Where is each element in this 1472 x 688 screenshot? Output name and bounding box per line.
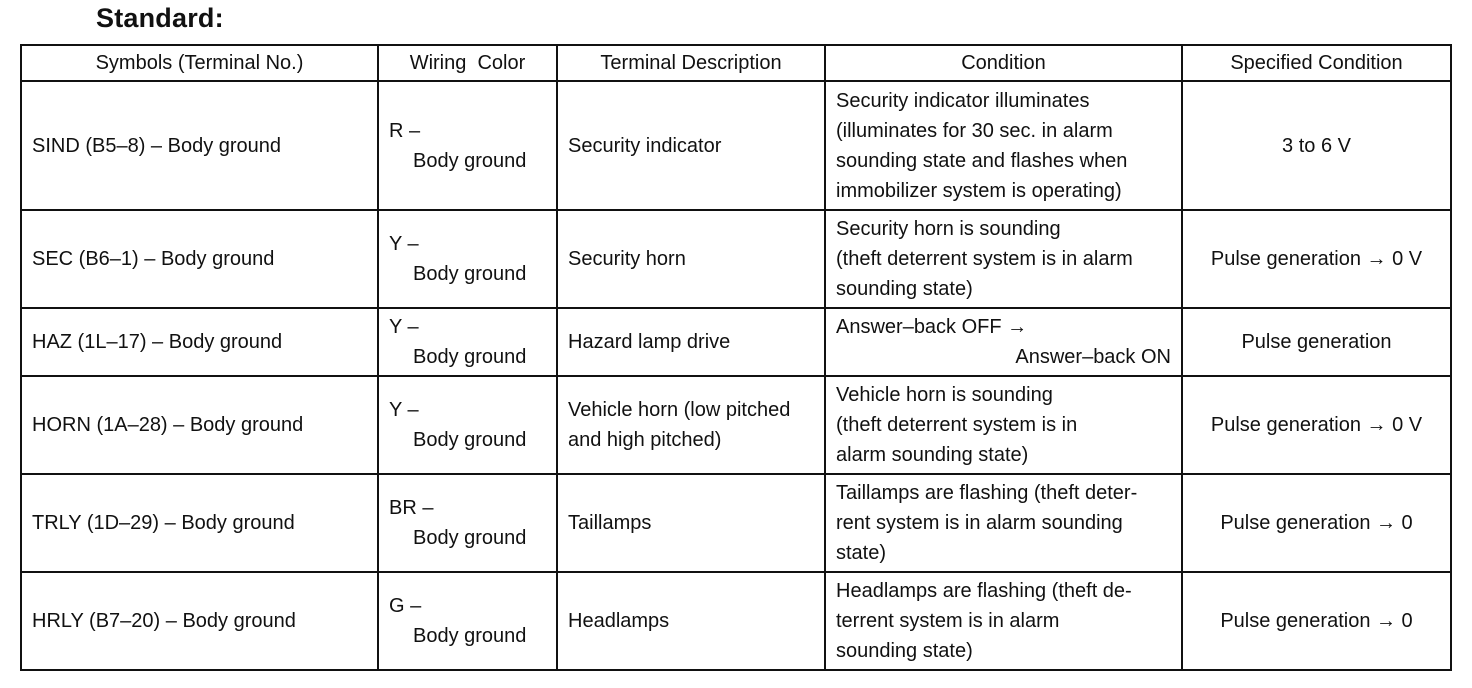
header-condition: Condition xyxy=(825,45,1182,81)
cell-symbol: HAZ (1L–17) – Body ground xyxy=(21,308,378,376)
cell-wiring-color xyxy=(378,81,557,210)
cell-symbol: SIND (B5–8) – Body ground xyxy=(21,81,378,210)
page-heading: Standard: xyxy=(96,3,224,33)
wire-ground: Body ground xyxy=(413,527,527,549)
table-header-row xyxy=(21,45,1451,81)
condition-line: Answer–back OFF → xyxy=(836,316,1028,338)
header-symbols: Symbols (Terminal No.) xyxy=(21,45,378,81)
condition-line: (theft deterrent system is in alarm xyxy=(836,248,1133,270)
wire-ground: Body ground xyxy=(413,429,527,451)
wire-color: Y – xyxy=(389,399,419,421)
cell-condition xyxy=(825,308,1182,376)
description-line: Security horn xyxy=(568,248,686,270)
header-terminal-description: Terminal Description xyxy=(557,45,825,81)
cell-symbol: HRLY (B7–20) – Body ground xyxy=(21,572,378,670)
condition-line: Vehicle horn is sounding xyxy=(836,384,1053,406)
cell-condition xyxy=(825,474,1182,572)
description-line: Hazard lamp drive xyxy=(568,331,731,353)
description-line: Security indicator xyxy=(568,134,722,157)
wire-color: R – xyxy=(389,119,421,142)
condition-line: state) xyxy=(836,542,887,564)
cell-wiring-color xyxy=(378,210,557,308)
cell-description xyxy=(557,308,825,376)
cell-specified-condition: Pulse generation → 0 V xyxy=(1182,210,1451,308)
condition-line: sounding state) xyxy=(836,278,973,300)
cell-description xyxy=(557,572,825,670)
table-row xyxy=(21,308,1451,376)
condition-line: Taillamps are flashing (theft deter- xyxy=(836,482,1138,504)
condition-line: sounding state) xyxy=(836,640,973,662)
cell-wiring-color xyxy=(378,308,557,376)
cell-specified-condition: 3 to 6 V xyxy=(1182,81,1451,210)
wire-color: BR – xyxy=(389,497,434,519)
table-row xyxy=(21,81,1451,210)
cell-symbol: TRLY (1D–29) – Body ground xyxy=(21,474,378,572)
header-wiring-color: Wiring Color xyxy=(378,45,557,81)
cell-wiring-color xyxy=(378,572,557,670)
cell-wiring-color xyxy=(378,376,557,474)
condition-line: Security indicator illuminates xyxy=(836,89,1090,112)
cell-specified-condition: Pulse generation → 0 xyxy=(1182,474,1451,572)
condition-line: terrent system is in alarm xyxy=(836,610,1060,632)
cell-condition xyxy=(825,210,1182,308)
cell-symbol: HORN (1A–28) – Body ground xyxy=(21,376,378,474)
description-line: and high pitched) xyxy=(568,429,722,451)
wire-ground: Body ground xyxy=(413,625,527,647)
wire-ground: Body ground xyxy=(413,149,527,172)
condition-line: Headlamps are flashing (theft de- xyxy=(836,580,1132,602)
table-row xyxy=(21,474,1451,572)
cell-wiring-color xyxy=(378,474,557,572)
condition-line: sounding state and flashes when xyxy=(836,149,1128,172)
cell-description xyxy=(557,210,825,308)
wire-color: G – xyxy=(389,595,422,617)
cell-symbol: SEC (B6–1) – Body ground xyxy=(21,210,378,308)
cell-condition xyxy=(825,81,1182,210)
condition-line: rent system is in alarm sounding xyxy=(836,512,1123,534)
cell-description xyxy=(557,474,825,572)
wire-color: Y – xyxy=(389,316,419,338)
wire-ground: Body ground xyxy=(413,263,527,285)
cell-description xyxy=(557,81,825,210)
cell-condition xyxy=(825,376,1182,474)
condition-line: Answer–back ON xyxy=(1015,346,1171,368)
description-line: Taillamps xyxy=(568,512,652,534)
cell-condition xyxy=(825,572,1182,670)
condition-line: (illuminates for 30 sec. in alarm xyxy=(836,119,1113,142)
header-specified-condition: Specified Condition xyxy=(1182,45,1451,81)
condition-line: alarm sounding state) xyxy=(836,444,1029,466)
cell-specified-condition: Pulse generation xyxy=(1182,308,1451,376)
standard-spec-table xyxy=(20,44,1452,671)
table-row xyxy=(21,210,1451,308)
condition-line: (theft deterrent system is in xyxy=(836,414,1078,436)
description-line: Headlamps xyxy=(568,610,670,632)
description-line: Vehicle horn (low pitched xyxy=(568,399,791,421)
cell-description xyxy=(557,376,825,474)
table-row xyxy=(21,376,1451,474)
wire-ground: Body ground xyxy=(413,346,527,368)
cell-specified-condition: Pulse generation → 0 V xyxy=(1182,376,1451,474)
wire-color: Y – xyxy=(389,233,419,255)
cell-specified-condition: Pulse generation → 0 xyxy=(1182,572,1451,670)
table-row xyxy=(21,572,1451,670)
condition-line: Security horn is sounding xyxy=(836,218,1061,240)
condition-line: immobilizer system is operating) xyxy=(836,179,1122,202)
